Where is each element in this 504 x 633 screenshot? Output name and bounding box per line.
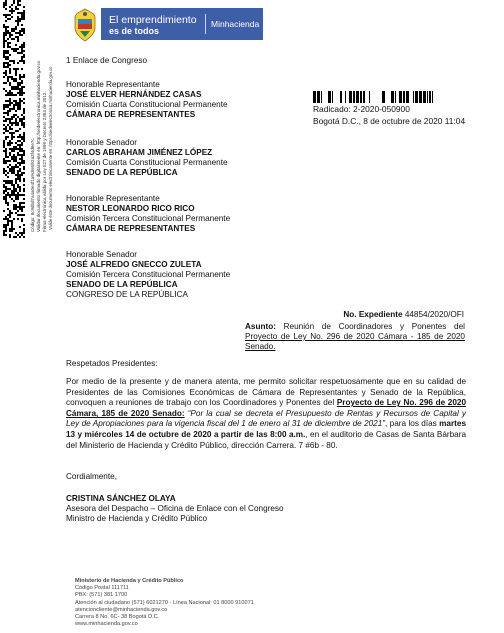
signature-block [66, 494, 284, 524]
margin-validation-text: Código: 8c9d5d7a4a0e4f1a9c8e5b2a3f4d6e7c [30, 138, 35, 232]
expediente-value: 44854/2020/OFI [404, 310, 464, 319]
recipient-role: Comisión Tercera Constitucional Permanente [66, 270, 231, 279]
ministry-logo [101, 8, 263, 40]
recipient-name: CARLOS ABRAHAM JIMÉNEZ LÓPEZ [66, 148, 213, 157]
body-intro: Por medio de la presente y de manera atenta, me permito solicitar respetuosamente que en su calidad de Presidentes de las Comisiones Económicas de Cámara de Representantes y Senado de la República, convoquen a reuniones de trabajo con los Coordinadores y Ponentes del [66, 377, 466, 408]
signer-name: CRISTINA SÁNCHEZ OLAYA [66, 494, 176, 503]
recipient-block [66, 194, 230, 234]
recipient-chamber: SENADO DE LA REPÚBLICA [66, 280, 178, 289]
recipient-block [66, 250, 230, 300]
body-bill-reference: Proyecto de Ley No. 296 de 2020 Cámara, 185 de 2020 Senado: [66, 398, 467, 418]
body-dates: martes 13 y miércoles 14 de octubre de 2020 a partir de las 8:00 a.m. [66, 419, 466, 439]
recipient-title: Honorable Representante [66, 80, 160, 89]
footer-postal-code: Código Postal 111711 [75, 585, 129, 592]
body-mid: , para los días [385, 419, 440, 429]
margin-validation-text: Firma electrónica válida por Ley 527 de 1999 y Decreto 2364 de 2012. [42, 91, 47, 232]
asunto-block [245, 322, 465, 352]
recipient-chamber: CÁMARA DE REPRESENTANTES [66, 224, 196, 233]
recipient-block [66, 80, 228, 120]
asunto-label: Asunto: [245, 322, 276, 331]
recipient-role: Comisión Tercera Constitucional Permanente [66, 214, 231, 223]
footer-address: Carrera 8 No. 6C- 38 Bogotá D.C. [75, 614, 160, 621]
expediente [343, 310, 464, 320]
copy-note: 1 Enlace de Congreso [66, 56, 148, 65]
radicado-barcode [313, 91, 433, 103]
recipient-title: Honorable Senador [66, 250, 138, 259]
recipient-name: JOSÉ ALFREDO GNECCO ZULETA [66, 260, 202, 269]
body-bill-title: “Por la cual se decreta el Presupuesto de Rentas y Recursos de Capital y Ley de Apropiaciones para la vigencia fiscal del 1 de enero al 31 de diciembre de 2021” [66, 408, 466, 429]
recipient-role: Comisión Cuarta Constitucional Permanente [66, 158, 228, 167]
body-paragraph [66, 377, 466, 451]
recipient-block [66, 138, 228, 178]
signer-ministry: Ministro de Hacienda y Crédito Público [66, 514, 208, 523]
recipient-chamber: SENADO DE LA REPÚBLICA [66, 168, 178, 177]
margin-validation-text: Validar documento firmado digitalmente en: http://sedeelectronica.minhacienda.gov.co [36, 60, 41, 232]
recipient-title: Honorable Senador [66, 138, 138, 147]
asunto-text: Reunión de Coordinadores y Ponentes del [283, 322, 465, 331]
greeting: Respetados Presidentes: [66, 359, 158, 368]
recipient-title: Honorable Representante [66, 194, 160, 203]
expediente-label: No. Expediente [343, 310, 403, 319]
colombia-coat-of-arms-icon [70, 8, 100, 42]
footer-pbx: PBX: (571) 381 1700 [75, 592, 128, 599]
footer-attention: Atención al ciudadano (571) 6021270 - Línea Nacional: 01 8000 910071 [75, 599, 254, 606]
footer-org: Ministerio de Hacienda y Crédito Público [75, 578, 184, 584]
footer [75, 578, 254, 628]
recipient-chamber: CÁMARA DE REPRESENTANTES [66, 110, 196, 119]
recipient-role: Comisión Cuarta Constitucional Permanente [66, 100, 228, 109]
body-end: , en el auditorio de Casas de Santa Bárbara del Ministerio de Hacienda y Crédito Público, dirección Carrera. 7 #6b - 80. [66, 429, 466, 450]
signer-role: Asesora del Despacho – Oficina de Enlace con el Congreso [66, 504, 284, 513]
qr-barcode-strip [3, 0, 25, 238]
recipient-congress: CONGRESO DE LA REPÚBLICA [66, 290, 188, 299]
radicado-date: Bogotá D.C., 8 de octubre de 2020 11:04 [313, 116, 466, 126]
recipient-name: NESTOR LEONARDO RICO RICO [66, 204, 195, 213]
asunto-bill-end: Senado. [245, 342, 276, 351]
logo-tagline-line2: es de todos [109, 26, 160, 36]
logo-brand: Minhacienda [211, 19, 260, 29]
recipient-name: JOSÉ ELVER HERNÁNDEZ CASAS [66, 90, 202, 99]
logo-tagline-line1: El emprendimiento [109, 14, 197, 26]
closing: Cordialmente, [66, 472, 117, 481]
radicado-number: Radicado: 2-2020-050900 [313, 104, 410, 114]
margin-validation-text: Valide éste documento electrónicamente en: https://sedeelectronica.minhacienda.gov.co [48, 66, 53, 230]
logo-divider [205, 14, 206, 34]
footer-email[interactable]: atencioncliente@minhacienda.gov.co [75, 606, 168, 613]
asunto-bill: Proyecto de Ley No. 296 de 2020 Cámara - 185 de 2020 [245, 332, 465, 341]
footer-website[interactable]: www.minhacienda.gov.co [75, 621, 138, 628]
